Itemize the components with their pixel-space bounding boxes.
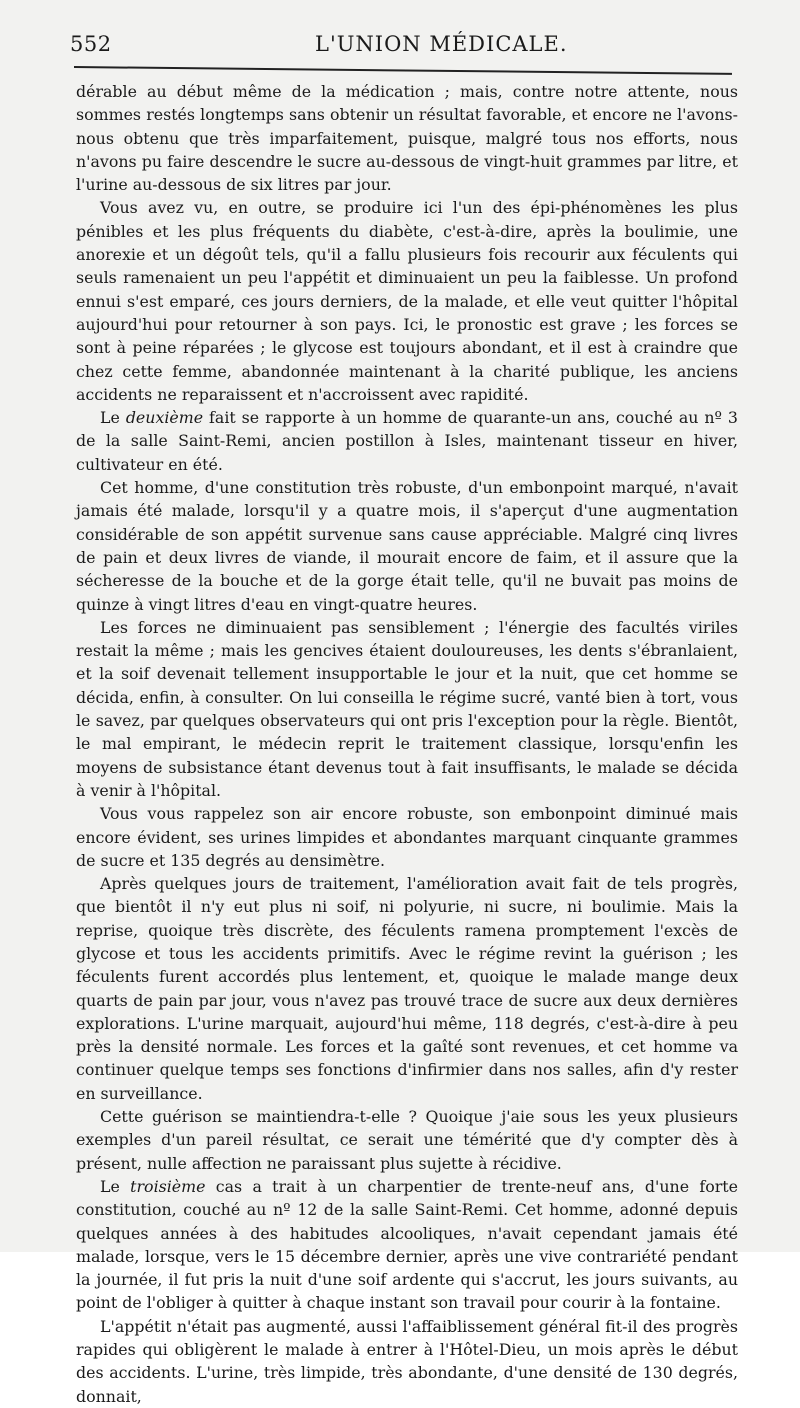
paragraph-10	[76, 1315, 738, 1408]
paragraph-9	[76, 1175, 738, 1315]
paragraph-text: L'appétit n'était pas augmenté, aussi l'affaiblissement général fit-il des progrès rapides qui obligèrent le malade à entrer à l'Hôtel-Dieu, un mois après le début des accidents. L'urine, très limpide, très abondante, d'une densité de 130 degrés, donnait,	[76, 1316, 738, 1406]
paragraph-text: Cet homme, d'une constitution très robuste, d'un embonpoint marqué, n'avait jamais été malade, lorsqu'il y a quatre mois, il s'aperçut d'une augmentation considérable de son appétit survenue sans cause appréciable. Malgré cinq livres de pain et deux livres de viande, il mourait encore de faim, et il assure que la sécheresse de la bouche et de la gorge était telle, qu'il ne buvait pas moins de quinze à vingt litres d'eau en vingt-quatre heures.	[76, 478, 738, 614]
page-number: 552	[70, 32, 112, 56]
paragraph-3	[76, 406, 738, 476]
paragraph-text: Après quelques jours de traitement, l'amélioration avait fait de tels progrès, que bientôt il n'y eut plus ni soif, ni polyurie, ni sucre, ni boulimie. Mais la reprise, quoique très discrète, des féculents ramena promptement l'excès de glycose et tous les accidents primitifs. Avec le régime revint la guérison ; les féculents furent accordés plus lentement, et, quoique le malade mange deux quarts de pain par jour, vous n'avez pas trouvé trace de sucre aux deux dernières explorations. L'urine marquait, aujourd'hui même, 118 degrés, c'est-à-dire à peu près la densité normale. Les forces et la gaîté sont revenues, et cet homme va continuer quelque temps ses fonctions d'infirmier dans nos salles, afin d'y rester en surveillance.	[76, 874, 738, 1103]
paragraph-4	[76, 476, 738, 616]
paragraph-text: Vous avez vu, en outre, se produire ici l'un des épi-phénomènes les plus pénibles et les plus fréquents du diabète, c'est-à-dire, après la boulimie, une anorexie et un dégoût tels, qu'il a fallu plusieurs fois recourir aux féculents qui seuls ramenaient un peu l'appétit et diminuaient un peu la faiblesse. Un profond ennui s'est emparé, ces jours derniers, de la malade, et elle veut quitter l'hôpital aujourd'hui pour retourner à son pays. Ici, le pronostic est grave ; les forces se sont à peine réparées ; le glycose est toujours abondant, et il est à craindre que chez cette femme, abandonnée maintenant à la charité publique, les anciens accidents ne reparaissent et n'accroissent avec rapidité.	[76, 198, 738, 404]
running-header	[70, 32, 730, 60]
paragraph-text: Vous vous rappelez son air encore robuste, son embonpoint diminué mais encore évident, ses urines limpides et abondantes marquant cinquante grammes de sucre et 135 degrés au densimètre.	[76, 804, 738, 870]
paragraph-6	[76, 802, 738, 872]
paragraph-7	[76, 872, 738, 1105]
header-rule	[74, 66, 732, 75]
paragraph-text: Le	[100, 408, 126, 428]
paragraph-text: Cette guérison se maintiendra-t-elle ? Quoique j'aie sous les yeux plusieurs exemples d'un pareil résultat, ce serait une témérité que d'y compter dès à présent, nulle affection ne paraissant plus sujette à récidive.	[76, 1107, 738, 1173]
journal-title: L'UNION MÉDICALE.	[315, 32, 568, 56]
paragraph-text: Le	[100, 1176, 131, 1196]
emphasis-ordinal: troisième	[130, 1176, 206, 1196]
paragraph-text: fait se rapporte à un homme de quarante-un ans, couché au nº 3 de la salle Saint-Remi, ancien postillon à Isles, maintenant tisseur en hiver, cultivateur en été.	[76, 408, 738, 474]
paragraph-text: dérable au début même de la médication ; mais, contre notre attente, nous sommes restés longtemps sans obtenir un résultat favorable, et encore ne l'avons-nous obtenu que très imparfaitement, puisque, malgré tous nos efforts, nous n'avons pu faire descendre le sucre au-dessous de vingt-huit grammes par litre, et l'urine au-dessous de six litres par jour.	[76, 82, 738, 195]
article-body	[76, 80, 738, 1406]
paragraph-text: Les forces ne diminuaient pas sensiblement ; l'énergie des facultés viriles restait la même ; mais les gencives étaient douloureuses, les dents s'ébranlaient, et la soif devenait tellement insupportable le jour et la nuit, que cet homme se décida, enfin, à consulter. On lui conseilla le régime sucré, vanté bien à tort, vous le savez, par quelques observateurs qui ont pris l'exception pour la règle. Bientôt, le mal empirant, le médecin reprit le traitement classique, lorsqu'enfin les moyens de subsistance étant devenus tout à fait insuffisants, le malade se décida à venir à l'hôpital.	[76, 617, 738, 800]
paragraph-5	[76, 616, 738, 802]
paragraph-2	[76, 196, 738, 406]
emphasis-ordinal: deuxième	[125, 408, 204, 428]
paragraph-text: cas a trait à un charpentier de trente-neuf ans, d'une forte constitution, couché au nº 12 de la salle Saint-Remi. Cet homme, adonné depuis quelques années à des habitudes alcooliques, n'avait cependant jamais été malade, lorsque, vers le 15 décembre dernier, après une vive contrariété pendant la journée, il fut pris la nuit d'une soif ardente qui s'accrut, les jours suivants, au point de l'obliger à quitter à chaque instant son travail pour courir à la fontaine.	[76, 1176, 738, 1313]
paragraph-8	[76, 1105, 738, 1175]
paragraph-1	[76, 80, 738, 196]
